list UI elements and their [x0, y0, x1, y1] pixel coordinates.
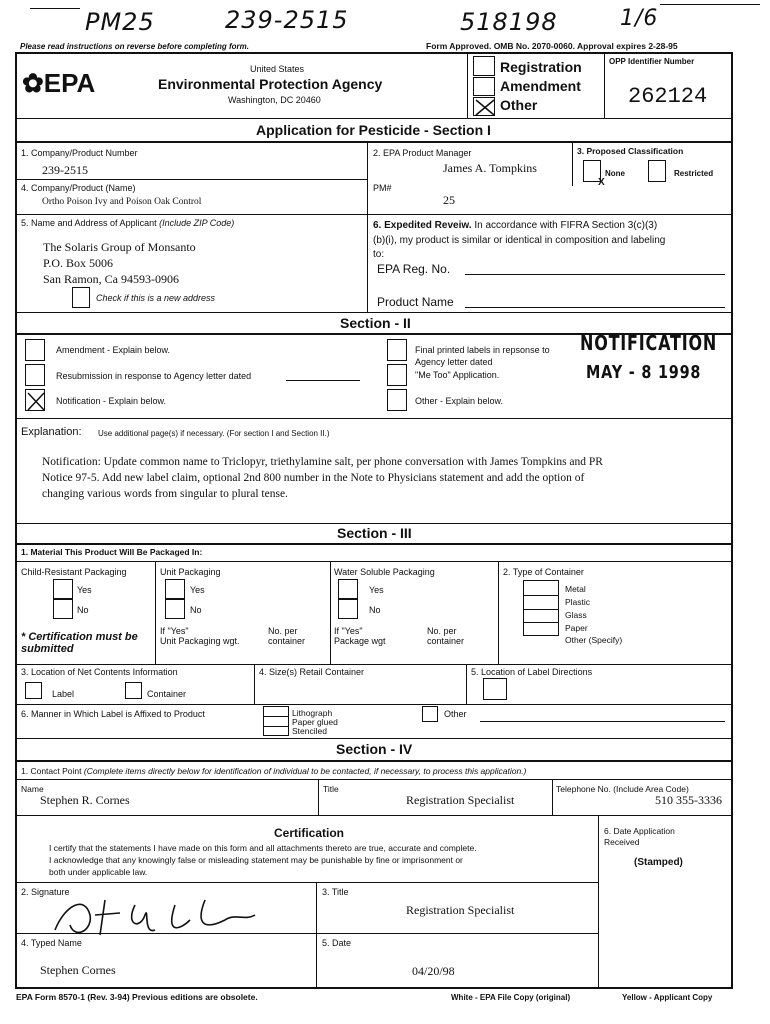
unit-yes-checkbox[interactable]: [165, 579, 185, 599]
label-directions-box[interactable]: [483, 678, 507, 700]
retail-size-label: 4. Size(s) Retail Container: [259, 667, 365, 677]
explanation-line2: Notice 97-5. Add new label claim, optional 2nd 800 number in the Note to Physicians statement and add the option of: [42, 472, 585, 484]
applicant-line3: San Ramon, Ca 94593-0906: [43, 272, 179, 286]
resubmission-checkbox[interactable]: [25, 364, 45, 386]
net-contents-label: 3. Location of Net Contents Information: [21, 667, 178, 677]
epa-reg-no-field[interactable]: [465, 274, 725, 275]
certification-text3: both under applicable law.: [49, 867, 148, 877]
affix-other-label: Other: [444, 709, 467, 719]
divider: [330, 561, 331, 664]
expedited-review-text: 6. Expedited Reveiw. In accordance with FIFRA Section 3(c)(3): [373, 220, 658, 231]
affix-method-boxes[interactable]: [263, 706, 289, 736]
title3-value: Registration Specialist: [406, 903, 515, 917]
unit-packaging-weight-label: Unit Packaging wgt.: [160, 636, 240, 646]
divider: [254, 664, 255, 704]
handwritten-product-number: 239-2515: [225, 6, 349, 34]
opp-id-value: 262124: [628, 84, 708, 109]
united-states: United States: [250, 64, 305, 74]
rule: [15, 738, 733, 739]
container-type-label: 2. Type of Container: [503, 567, 584, 577]
divider: [155, 561, 156, 664]
contact-name-label: Name: [21, 784, 44, 794]
agency-letter-label: Agency letter dated: [415, 357, 493, 367]
explanation-line3: changing various words from singular to plural tense.: [42, 488, 288, 500]
yellow-copy-note: Yellow - Applicant Copy: [622, 993, 713, 1002]
expedited-review-text2: (b)(i), my product is similar or identical in composition and labeling: [373, 235, 666, 246]
x-mark-icon: X: [598, 177, 605, 188]
amendment-explain-label: Amendment - Explain below.: [56, 345, 171, 355]
divider: [572, 141, 573, 186]
me-too-label: "Me Too" Application.: [415, 370, 500, 380]
contact-title-value: Registration Specialist: [406, 793, 515, 807]
rule: [15, 561, 733, 562]
unit-packaging-label: Unit Packaging: [160, 567, 221, 577]
rule: [15, 118, 733, 119]
unit-no-checkbox[interactable]: [165, 599, 185, 619]
expedited-review-text3: to:: [373, 249, 385, 260]
divider: [316, 882, 317, 989]
company-product-name-label: 4. Company/Product (Name): [21, 183, 136, 193]
resubmission-date-field[interactable]: [286, 380, 360, 381]
company-product-number-value: 239-2515: [42, 163, 88, 177]
typed-name-value: Stephen Cornes: [40, 963, 116, 977]
rule: [523, 595, 559, 596]
rule: [15, 179, 367, 180]
section1-title: Application for Pesticide - Section I: [256, 122, 491, 138]
net-contents-container-checkbox[interactable]: [125, 682, 142, 699]
rule: [523, 609, 559, 610]
agency-city: Washington, DC 20460: [228, 95, 321, 105]
amendment-checkbox[interactable]: [473, 77, 495, 96]
registration-checkbox[interactable]: [473, 56, 495, 76]
divider: [598, 815, 599, 989]
omb-approval: Form Approved. OMB No. 2070-0060. Approval expires 2-28-95: [426, 41, 678, 51]
explanation-label: Explanation:: [21, 426, 82, 438]
top-rule: [660, 4, 760, 5]
company-product-name-value: Ortho Poison Ivy and Poison Oak Control: [42, 197, 202, 207]
rule: [263, 716, 289, 717]
rule: [15, 312, 733, 313]
handwritten-number: 518198: [460, 8, 558, 36]
rule: [523, 622, 559, 623]
signature-label: 2. Signature: [21, 887, 70, 897]
typed-name-label: 4. Typed Name: [21, 938, 82, 948]
handwritten-pm: PM25: [85, 8, 155, 36]
unit-yes-label: Yes: [190, 585, 205, 595]
x-mark-icon: [474, 98, 496, 117]
final-labels-checkbox[interactable]: [387, 339, 407, 361]
unit-if-yes: If "Yes": [160, 626, 189, 636]
divider: [467, 52, 468, 118]
rule: [15, 664, 733, 665]
wsp-yes-checkbox[interactable]: [338, 579, 358, 599]
unit-no-per-label: No. per: [268, 626, 298, 636]
date-value: 04/20/98: [412, 964, 455, 978]
notification-label: Notification - Explain below.: [56, 396, 167, 406]
crp-yes-checkbox[interactable]: [53, 579, 73, 599]
rule: [15, 815, 733, 816]
agency-name: Environmental Protection Agency: [158, 76, 383, 92]
rule: [15, 779, 733, 780]
wsp-no-label: No: [369, 605, 381, 615]
wsp-container-label: container: [427, 636, 465, 646]
applicant-line1: The Solaris Group of Monsanto: [43, 240, 196, 254]
net-contents-label-checkbox[interactable]: [25, 682, 42, 699]
affix-other-field[interactable]: [480, 721, 725, 722]
child-resistant-label: Child-Resistant Packaging: [21, 567, 127, 577]
section4-title: Section - IV: [336, 741, 413, 757]
rule: [15, 543, 733, 545]
company-product-number-label: 1. Company/Product Number: [21, 148, 138, 158]
rule: [15, 141, 733, 143]
paper-glued-label: Paper glued: [292, 717, 338, 727]
certification-must-note: * Certification must be submitted: [21, 631, 138, 655]
container-glass: Glass: [565, 610, 587, 620]
rule: [15, 214, 733, 215]
rule: [15, 704, 733, 705]
other-label: Other: [500, 97, 538, 113]
instructions-note: Please read instructions on reverse before completing form.: [20, 42, 249, 51]
product-manager-value: James A. Tompkins: [443, 161, 537, 175]
stenciled-label: Stenciled: [292, 726, 327, 736]
telephone-label: Telephone No. (Include Area Code): [556, 784, 689, 794]
date-label: 5. Date: [322, 938, 352, 948]
opp-id-label: OPP Identifier Number: [609, 57, 695, 66]
white-copy-note: White - EPA File Copy (original): [451, 993, 571, 1002]
applicant-line2: P.O. Box 5006: [43, 256, 114, 270]
registration-label: Registration: [500, 59, 582, 75]
label-affixed-label: 6. Manner in Which Label is Affixed to Product: [21, 709, 205, 719]
package-weight-label: Package wgt: [334, 636, 386, 646]
x-mark-icon: [26, 390, 46, 412]
divider: [552, 779, 553, 815]
explanation-note: Use additional page(s) if necessary. (For section I and Section II.): [98, 429, 330, 438]
wsp-if-yes: If "Yes": [334, 626, 363, 636]
wsp-no-per-label: No. per: [427, 626, 457, 636]
packaging-question: 1. Material This Product Will Be Packaged In:: [21, 547, 203, 557]
section3-title: Section - III: [337, 525, 412, 541]
crp-yes-label: Yes: [77, 585, 92, 595]
divider: [367, 214, 368, 312]
rule: [15, 523, 733, 524]
unit-container-label: container: [268, 636, 306, 646]
contact-point-label: 1. Contact Point (Complete items directly below for identification of individual to be contacted, if necessary, to process this application.): [21, 766, 527, 776]
telephone-value: 510 355-3336: [655, 793, 722, 807]
divider: [318, 779, 319, 815]
resubmission-label: Resubmission in response to Agency letter dated: [56, 371, 252, 381]
divider: [367, 141, 368, 215]
stamped-placeholder: (Stamped): [634, 857, 683, 868]
contact-name-value: Stephen R. Cornes: [40, 793, 130, 807]
date-received-label: 6. Date Application Received: [604, 826, 675, 847]
classification-none-label: None: [605, 169, 625, 178]
final-labels-label: Final printed labels in repsonse to: [415, 345, 550, 355]
net-contents-container-option: Container: [147, 689, 187, 699]
other-checkbox[interactable]: [473, 97, 495, 116]
other-explain-label: Other - Explain below.: [415, 396, 504, 406]
certification-text1: I certify that the statements I have made on this form and all attachments thereto are true, accurate and complete.: [49, 843, 477, 853]
product-name-field[interactable]: [465, 307, 725, 308]
lithograph-label: Lithograph: [292, 708, 333, 718]
divider: [604, 52, 605, 118]
handwritten-page: 1/6: [620, 6, 659, 31]
epa-reg-no-label: EPA Reg. No.: [377, 262, 451, 276]
product-name-label: Product Name: [377, 295, 454, 309]
net-contents-label-option: Label: [52, 689, 75, 699]
product-manager-label: 2. EPA Product Manager: [373, 148, 472, 158]
container-other: Other (Specify): [565, 635, 623, 645]
unit-no-label: No: [190, 605, 202, 615]
rule: [15, 882, 598, 883]
applicant-label: 5. Name and Address of Applicant (Include ZIP Code): [21, 218, 235, 228]
received-date-stamp: MAY - 8 1998: [586, 362, 702, 383]
epa-flower-icon: ✿: [22, 68, 44, 98]
me-too-checkbox[interactable]: [387, 364, 407, 386]
other-explain-checkbox[interactable]: [387, 389, 407, 411]
rule: [15, 933, 598, 934]
rule: [15, 760, 733, 762]
container-type-boxes[interactable]: [523, 580, 559, 636]
contact-title-label: Title: [323, 784, 339, 794]
signature-scribble: [45, 885, 265, 945]
section2-title: Section - II: [340, 315, 411, 331]
label-directions-label: 5. Location of Label Directions: [471, 667, 593, 677]
notification-checkbox[interactable]: [25, 389, 45, 411]
title3-label: 3. Title: [322, 887, 349, 897]
classification-label: 3. Proposed Classification: [577, 146, 684, 156]
container-metal: Metal: [565, 584, 586, 594]
notification-stamp: NOTIFICATION: [580, 331, 718, 355]
crp-no-label: No: [77, 605, 89, 615]
pm-number-label: PM#: [373, 183, 392, 193]
explanation-line1: Notification: Update common name to Triclopyr, triethylamine salt, per phone conversation with James Tompkins and PR: [42, 456, 603, 468]
container-paper: Paper: [565, 623, 588, 633]
new-address-label: Check if this is a new address: [96, 293, 216, 303]
amendment-explain-checkbox[interactable]: [25, 339, 45, 361]
rule: [263, 726, 289, 727]
water-soluble-label: Water Soluble Packaging: [334, 567, 435, 577]
handwritten-dash: [30, 8, 80, 9]
crp-no-checkbox[interactable]: [53, 599, 73, 619]
divider: [466, 664, 467, 704]
classification-restricted-label: Restricted: [674, 169, 714, 178]
amendment-label: Amendment: [500, 78, 581, 94]
certification-title: Certification: [274, 826, 345, 840]
affix-other-checkbox[interactable]: [422, 706, 438, 722]
pm-number-value: 25: [443, 193, 455, 207]
divider: [498, 561, 499, 664]
wsp-yes-label: Yes: [369, 585, 384, 595]
classification-restricted-checkbox[interactable]: [648, 160, 666, 182]
wsp-no-checkbox[interactable]: [338, 599, 358, 619]
epa-logo: ✿EPA: [22, 68, 96, 98]
certification-text2: I acknowledge that any knowingly false or misleading statement may be punishable by fine or imprisonment or: [49, 855, 463, 865]
rule: [15, 418, 733, 419]
form-number: EPA Form 8570-1 (Rev. 3-94) Previous editions are obsolete.: [16, 992, 258, 1002]
container-plastic: Plastic: [565, 597, 591, 607]
new-address-checkbox[interactable]: [72, 287, 90, 308]
